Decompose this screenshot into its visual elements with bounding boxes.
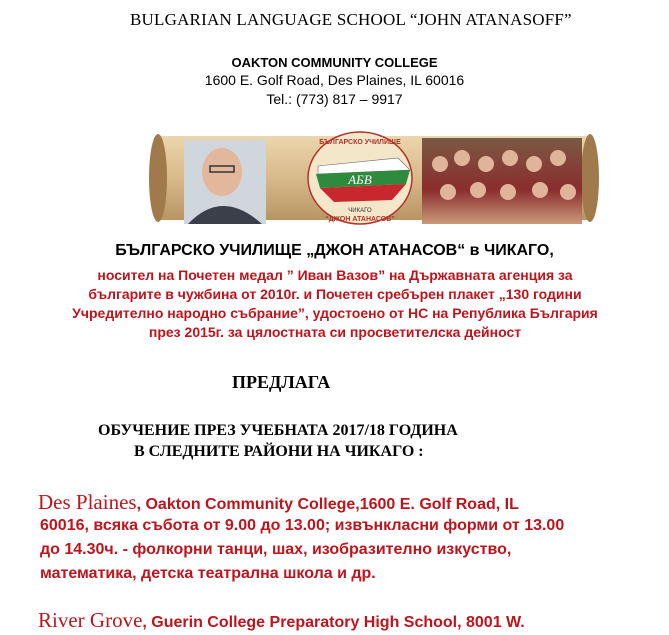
des-plaines-line: до 14.30ч. - фолкорни танци, шах, изобразително изкуство, [40, 541, 512, 558]
school-title-bulgarian: БЪЛГАРСКО УЧИЛИЩЕ „ДЖОН АТАНАСОВ“ в ЧИКАГО, [115, 242, 554, 259]
honor-line: носител на Почетен медал ” Иван Вазов” на Държавната агенция за [97, 267, 573, 283]
logo-bottom-text: “ДЖОН АТАНАСОВ” [325, 216, 395, 223]
study-year-line: ОБУЧЕНИЕ ПРЕЗ УЧЕБНАТА 2017/18 ГОДИНА [98, 422, 458, 439]
scroll-roll-left [149, 134, 167, 222]
phone-number: Tel.: (773) 817 – 9917 [266, 91, 403, 107]
college-name: OAKTON COMMUNITY COLLEGE [231, 55, 438, 70]
offer-heading: ПРЕДЛАГА [232, 372, 331, 392]
des-plaines-line: математика, детска театрална школа и др. [40, 565, 376, 582]
honor-line: през 2015г. за цялостната си просветителска дейност [148, 324, 522, 340]
river-grove-place: River Grove [38, 608, 143, 632]
river-grove-line: , Guerin College Preparatory High School, 8001 W. [142, 614, 525, 631]
banner-image [148, 128, 600, 228]
honor-line: Учредително народно събрание”, удостоено от НС на Република България [72, 305, 598, 321]
school-name-heading: BULGARIAN LANGUAGE SCHOOL “JOHN ATANASOFF” [130, 10, 572, 29]
des-plaines-line: 60016, всяка събота от 9.00 до 13.00; извънкласни форми от 13.00 [40, 517, 565, 534]
river-grove-location [38, 608, 525, 635]
college-address: 1600 E. Golf Road, Des Plaines, IL 60016 [204, 72, 465, 88]
scroll-roll-right [581, 134, 599, 222]
districts-line: В СЛЕДНИТЕ РАЙОНИ НА ЧИКАГО : [134, 443, 424, 460]
des-plaines-place: Des Plaines [38, 490, 137, 514]
logo-center-text: АБВ [348, 172, 372, 187]
des-plaines-line: , Oakton Community College,1600 E. Golf Road, IL [136, 496, 519, 513]
honor-line: българите в чужбина от 2010г. и Почетен сребърен плакет „130 години [88, 286, 582, 302]
logo-city-text: ЧИКАГО [348, 208, 372, 214]
des-plaines-location [38, 490, 519, 517]
logo-top-text: БЪЛГАРСКО УЧИЛИЩЕ [319, 139, 401, 146]
